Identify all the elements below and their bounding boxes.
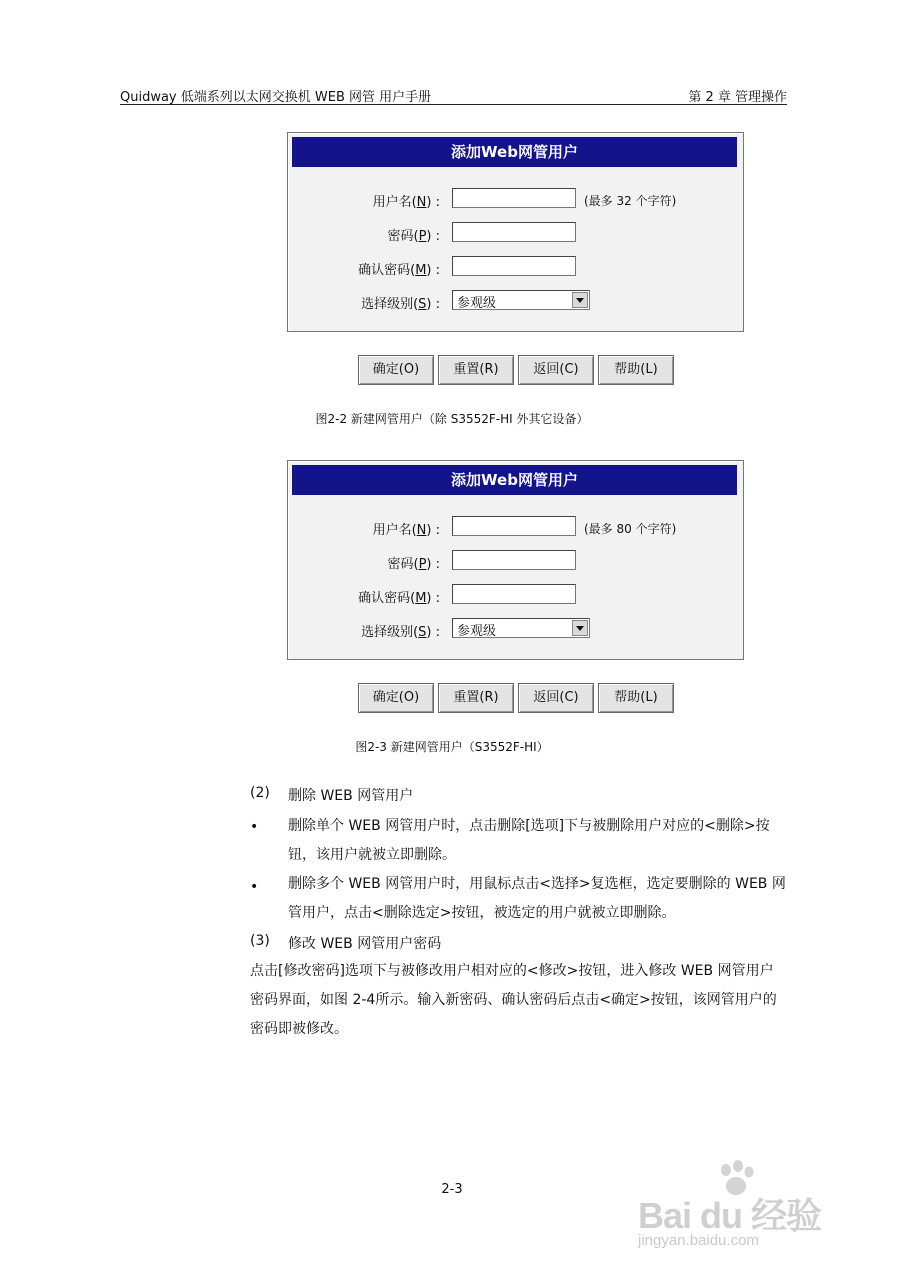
username-label: 用户名(N) : <box>372 195 440 210</box>
bullet-1-dot: • <box>250 819 259 835</box>
level-row <box>288 290 743 314</box>
bullet-1-text: 删除单个 WEB 网管用户时，点击删除[选项]下与被删除用户对应的<删除>按钮，该用户就被立即删除。 <box>288 818 770 863</box>
header-chapter: 第 2 章 管理操作 <box>688 90 787 105</box>
level-select-value: 参观级 <box>457 296 497 311</box>
password-label: 密码(P) : <box>387 557 440 572</box>
username-row <box>288 516 743 540</box>
back-button[interactable]: 返回(C) <box>518 355 594 385</box>
header-title: Quidway 低端系列以太网交换机 WEB 网管 用户手册 <box>120 90 432 105</box>
chevron-down-icon[interactable] <box>572 292 588 308</box>
figure-caption-2-3: 图2-3 新建网管用户（S3552F-HI） <box>355 740 549 754</box>
button-bar-2 <box>358 683 674 715</box>
username-label: 用户名(N) : <box>372 523 440 538</box>
confirm-password-input[interactable] <box>452 256 576 276</box>
add-web-user-panel-2 <box>287 460 744 660</box>
confirm-password-row <box>288 256 743 280</box>
level-select[interactable] <box>452 618 590 638</box>
level-row <box>288 618 743 642</box>
help-button[interactable]: 帮助(L) <box>598 355 674 385</box>
confirm-password-row <box>288 584 743 608</box>
ok-button[interactable]: 确定(O) <box>358 355 434 385</box>
username-row <box>288 188 743 212</box>
baidu-watermark <box>638 1160 848 1250</box>
help-button[interactable]: 帮助(L) <box>598 683 674 713</box>
confirm-password-input[interactable] <box>452 584 576 604</box>
item-3-heading: 修改 WEB 网管用户密码 <box>288 936 442 952</box>
ok-button[interactable]: 确定(O) <box>358 683 434 713</box>
page-number: 2-3 <box>441 1182 463 1197</box>
level-select-value: 参观级 <box>457 624 497 639</box>
modify-password-paragraph: 点击[修改密码]选项下与被修改用户相对应的<修改>按钮，进入修改 WEB 网管用户密码界面，如图 2-4所示。输入新密码、确认密码后点击<确定>按钮，该网管用户的密码即被修改。 <box>250 963 777 1037</box>
username-hint: (最多 32 个字符) <box>584 194 677 208</box>
password-input[interactable] <box>452 222 576 242</box>
username-input[interactable] <box>452 516 576 536</box>
level-label: 选择级别(S) : <box>361 297 440 312</box>
item-3-number: (3) <box>250 933 270 949</box>
back-button[interactable]: 返回(C) <box>518 683 594 713</box>
add-web-user-panel-1 <box>287 132 744 332</box>
watermark-url: jingyan.baidu.com <box>638 1232 759 1249</box>
item-2-number: (2) <box>250 785 270 801</box>
reset-button[interactable]: 重置(R) <box>438 683 514 713</box>
page-header <box>120 86 787 105</box>
panel-title: 添加Web网管用户 <box>292 137 737 167</box>
confirm-password-label: 确认密码(M) : <box>358 591 440 606</box>
panel-title: 添加Web网管用户 <box>292 465 737 495</box>
password-label: 密码(P) : <box>387 229 440 244</box>
password-row <box>288 222 743 246</box>
chevron-down-icon[interactable] <box>572 620 588 636</box>
level-select[interactable] <box>452 290 590 310</box>
bullet-2-text: 删除多个 WEB 网管用户时，用鼠标点击<选择>复选框，选定要删除的 WEB 网管用户，点击<删除选定>按钮，被选定的用户就被立即删除。 <box>288 876 786 921</box>
username-hint: (最多 80 个字符) <box>584 522 677 536</box>
item-2-heading: 删除 WEB 网管用户 <box>288 788 414 804</box>
level-label: 选择级别(S) : <box>361 625 440 640</box>
button-bar-1 <box>358 355 674 387</box>
username-input[interactable] <box>452 188 576 208</box>
password-input[interactable] <box>452 550 576 570</box>
bullet-2-dot: • <box>250 879 259 895</box>
watermark-brand: Bai du 经验 <box>638 1195 822 1236</box>
confirm-password-label: 确认密码(M) : <box>358 263 440 278</box>
figure-caption-2-2: 图2-2 新建网管用户（除 S3552F-HI 外其它设备） <box>315 412 589 426</box>
password-row <box>288 550 743 574</box>
reset-button[interactable]: 重置(R) <box>438 355 514 385</box>
